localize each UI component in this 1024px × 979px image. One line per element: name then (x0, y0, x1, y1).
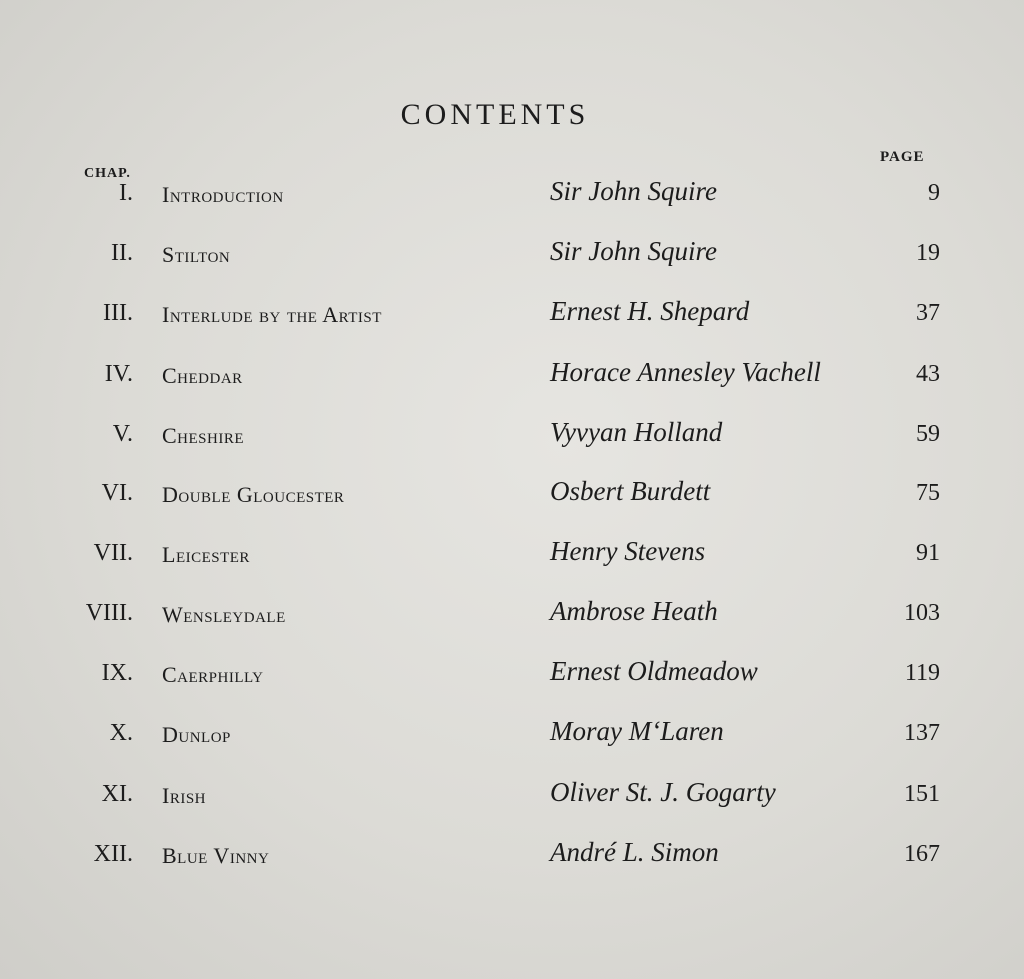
chapter-author: Ernest H. Shepard (550, 296, 750, 326)
contents-entry (0, 417, 1024, 461)
chapter-title: Leicester (162, 542, 250, 567)
page-number: 103 (904, 600, 940, 626)
chapter-numeral: VII. (93, 540, 133, 566)
chapter-author: Sir John Squire (550, 176, 717, 206)
page-number: 91 (916, 540, 940, 566)
chapter-title: Stilton (162, 242, 231, 267)
chapter-author: Osbert Burdett (550, 476, 711, 506)
chapter-title: Blue Vinny (162, 843, 270, 868)
chapter-title: Irish (162, 783, 207, 808)
chapter-numeral: IX. (101, 660, 133, 686)
page-number: 137 (904, 720, 940, 746)
page-number: 151 (904, 781, 940, 807)
chapter-author: Horace Annesley Vachell (550, 357, 821, 387)
chapter-author: Ambrose Heath (550, 596, 718, 626)
contents-entry (0, 296, 1024, 340)
page-number: 19 (916, 240, 940, 266)
page-number: 59 (916, 421, 940, 447)
chapter-title: Caerphilly (162, 662, 264, 687)
page-number: 43 (916, 361, 940, 387)
chapter-numeral: II. (111, 240, 133, 266)
page-number: 9 (928, 180, 940, 206)
contents-entry (0, 656, 1024, 700)
contents-entry (0, 536, 1024, 580)
chapter-author: André L. Simon (550, 837, 719, 867)
contents-entry (0, 236, 1024, 280)
chapter-title: Interlude by the Artist (162, 302, 382, 327)
chapter-numeral: VIII. (85, 600, 133, 626)
chapter-title: Wensleydale (162, 602, 286, 627)
chapter-numeral: VI. (101, 480, 133, 506)
chapter-numeral: XII. (93, 841, 133, 867)
chapter-numeral: XI. (101, 781, 133, 807)
chapter-column-header: CHAP. (84, 166, 131, 181)
chapter-title: Dunlop (162, 722, 231, 747)
page-number: 75 (916, 480, 940, 506)
contents-entry (0, 357, 1024, 401)
page-title: CONTENTS (400, 98, 590, 131)
page-number: 167 (904, 841, 940, 867)
chapter-author: Oliver St. J. Gogarty (550, 777, 776, 807)
page-number: 37 (916, 300, 940, 326)
chapter-author: Henry Stevens (550, 536, 706, 566)
chapter-author: Moray M‘Laren (550, 716, 724, 746)
contents-entry (0, 176, 1024, 220)
chapter-numeral: III. (103, 300, 133, 326)
chapter-author: Sir John Squire (550, 236, 717, 266)
contents-entry (0, 837, 1024, 881)
chapter-title: Cheshire (162, 423, 245, 448)
chapter-numeral: X. (109, 720, 133, 746)
page-column-header: PAGE (880, 149, 925, 165)
chapter-numeral: V. (112, 421, 133, 447)
contents-entry (0, 596, 1024, 640)
chapter-author: Vyvyan Holland (550, 417, 723, 447)
contents-entry (0, 476, 1024, 520)
contents-entry (0, 777, 1024, 821)
chapter-numeral: I. (119, 180, 133, 206)
page-number: 119 (904, 660, 940, 686)
chapter-author: Ernest Oldmeadow (550, 656, 758, 686)
chapter-title: Introduction (162, 182, 284, 207)
chapter-title: Cheddar (162, 363, 243, 388)
chapter-numeral: IV. (104, 361, 133, 387)
contents-entry (0, 716, 1024, 760)
chapter-title: Double Gloucester (162, 482, 345, 507)
